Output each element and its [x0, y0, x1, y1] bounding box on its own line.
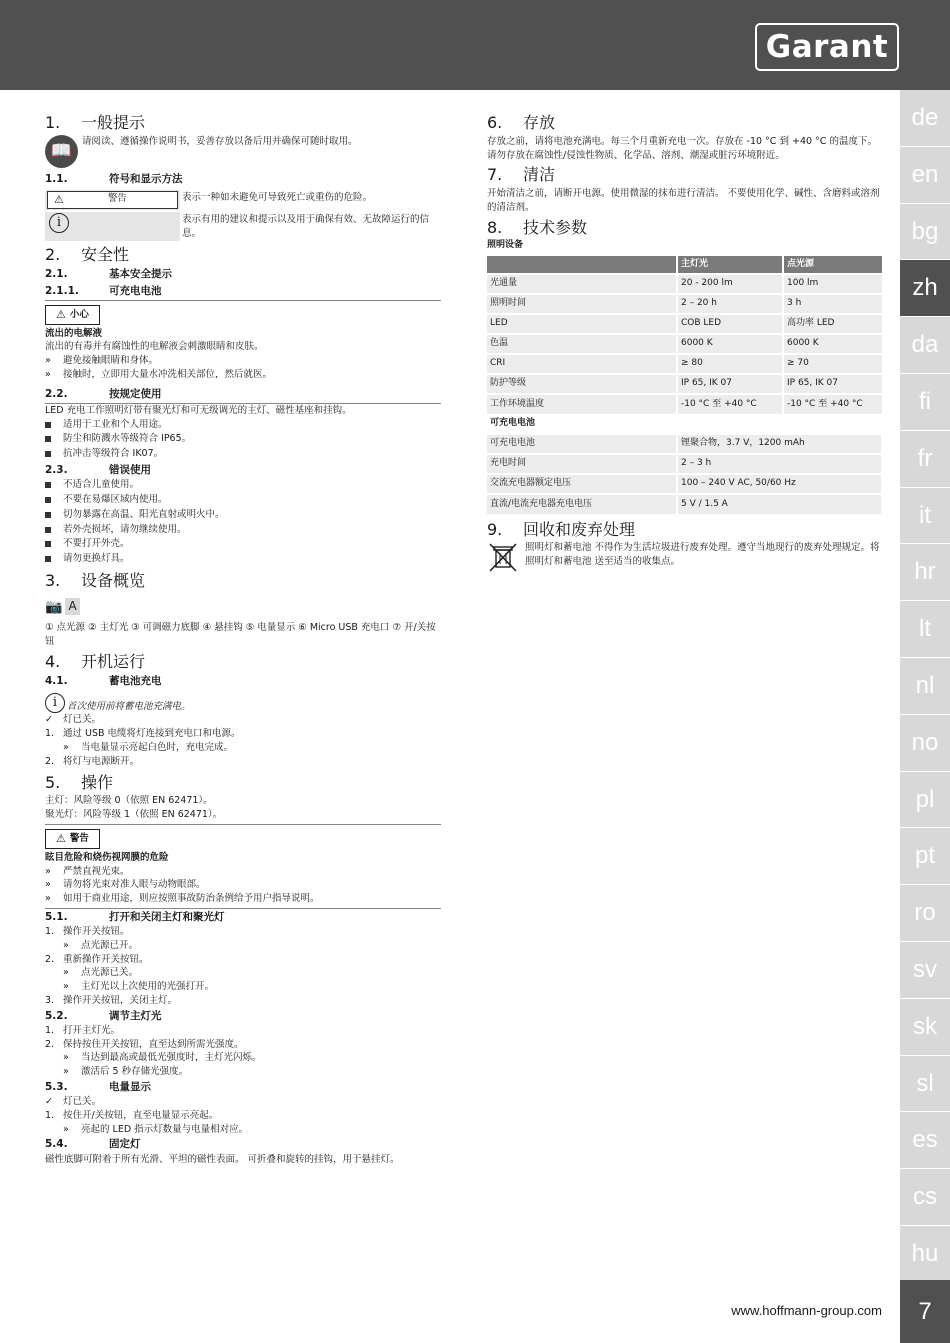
subsection-heading: 1.1. 符号和显示方法 [45, 172, 183, 185]
list-item: » 请勿将光束对准人眼与动物眼部。 [45, 879, 206, 891]
table-cell: 6000 K [783, 334, 882, 354]
table-cell: 防护等级 [487, 374, 677, 394]
warning-triangle-icon: ⚠ [54, 193, 64, 207]
disposal-notice: 照明灯和蓄电池 不得作为生活垃圾进行废弃处理。遵守当地现行的废弃处理规定。将 照明灯和蓄电池 送至适当的收集点。 [487, 541, 883, 573]
language-tab-it[interactable]: it [900, 488, 950, 545]
table-row [487, 494, 882, 514]
subsection-heading: 5.4. 固定灯 [45, 1138, 141, 1151]
table-cell: 可充电电池 [487, 434, 677, 454]
list-item: » 避免接触眼睛和身体。 [45, 355, 159, 367]
spec-table [487, 256, 883, 514]
section-heading: 9. 回收和废弃处理 [487, 519, 636, 539]
language-tab-bg[interactable]: bg [900, 204, 950, 261]
list-item: » 接触时，立即用大量水冲洗相关部位，然后就医。 [45, 368, 273, 380]
language-tab-en[interactable]: en [900, 147, 950, 204]
language-tab-da[interactable]: da [900, 317, 950, 374]
table-cell: 充电时间 [487, 454, 677, 474]
language-tab-fr[interactable]: fr [900, 431, 950, 488]
list-item: 切勿暴露在高温、阳光直射或明火中。 [45, 508, 441, 523]
table-cell: 照明时间 [487, 294, 677, 314]
language-tab-sl[interactable]: sl [900, 1056, 950, 1113]
list-item: 不要打开外壳。 [45, 537, 441, 552]
list-item: 若外壳损坏，请勿继续使用。 [45, 523, 441, 538]
caution-badge: ⚠ 小心 [45, 305, 100, 325]
list-item: » 点光源已开。 [63, 939, 139, 951]
table-cell: 20 - 200 lm [677, 274, 783, 294]
list-item: 1. 操作开关按钮。 [45, 926, 130, 938]
section-heading: 8. 技术参数 [487, 217, 588, 237]
language-tab-pl[interactable]: pl [900, 772, 950, 829]
table-cell: CRI [487, 354, 677, 374]
table-cell: ≥ 80 [677, 354, 783, 374]
list-item: 1. 打开主灯光。 [45, 1024, 121, 1036]
list-item: ✓ 灯已关。 [45, 1096, 102, 1108]
table-cell: 锂聚合物，3.7 V，1200 mAh [677, 434, 882, 454]
language-tab-cs[interactable]: cs [900, 1169, 950, 1226]
info-icon: i [45, 693, 65, 713]
table-row [487, 274, 882, 294]
subsection-heading: 5.1. 打开和关闭主灯和聚光灯 [45, 908, 441, 925]
list-item: 不适合儿童使用。 [45, 478, 441, 493]
list-item: » 当电量显示亮起白色时，充电完成。 [63, 741, 234, 753]
table-cell: 2 – 20 h [677, 294, 783, 314]
language-tab-sv[interactable]: sv [900, 942, 950, 999]
section-heading: 4. 开机运行 [45, 652, 146, 672]
subsection-heading: 2.2. 按规定使用 [45, 387, 441, 404]
right-column: 6. 存放 存放之前，请将电池充满电。每三个月重新充电一次。存放在 -10 °C 到 +40 °C 的温度下。 请勿存放在腐蚀性/侵蚀性物质、化学品、溶剂、潮湿或脏污环境附近。 7. 清洁 开始清洁之前，请断开电源。使用微湿的抹布进行清洁。 不要使用化学、碱性、含磨料或溶剂的清洁剂。 8. 技术参数 照明设备 主灯光 点光源 光通量 20 - 200 lm 100 lm 照明时间 2 – 20 h 3 h LED COB LED 高功率 LED 色温 6000 K 6000 K CRI ≥ 80 ≥ 70 防护等级 IP 65, IK 07 IP 65, IK 07 工作环境温度 -10 °C 至 +40 °C -10 °C 至 +40 °C 可充电电池 可充电电池 锂聚合物，3.7 V，1200 mAh 充电时间 2 – 3 h 交流充电器额定电压 100 – 240 V AC, 50/60 Hz 直流/电流充电器充电电压 5 V / 1.5 A 9. 回收和废弃处理 照明灯和蓄电池 不得作为生活垃圾进行废弃处理。遵守当地现行的废弃处理规定。将 照明灯和蓄电池 送至适当的收集点。 [487, 112, 883, 573]
table-row [487, 454, 882, 474]
language-tab-sk[interactable]: sk [900, 999, 950, 1056]
table-cell: 主灯光 [677, 256, 783, 274]
info-icon: i [49, 213, 69, 233]
table-cell: 直流/电流充电器充电电压 [487, 494, 677, 514]
section-heading: 7. 清洁 [487, 165, 556, 185]
brand-logo: Garant [755, 23, 899, 71]
table-cell: 高功率 LED [783, 314, 882, 334]
language-tab-hu[interactable]: hu [900, 1226, 950, 1283]
table-cell [487, 256, 677, 274]
table-row [487, 434, 882, 454]
section-heading: 6. 存放 [487, 113, 556, 132]
list-item: » 当达到最高或最低光强度时，主灯光闪烁。 [63, 1052, 262, 1064]
table-row [487, 256, 882, 274]
section-heading: 2. 安全性 [45, 245, 130, 265]
section-heading: 3. 设备概览 [45, 570, 146, 590]
language-tab-de[interactable]: de [900, 90, 950, 147]
subsection-heading: 5.3. 电量显示 [45, 1080, 151, 1093]
language-tab-hr[interactable]: hr [900, 544, 950, 601]
subsection-heading: 2.3. 错误使用 [45, 464, 151, 476]
table-row [487, 334, 882, 354]
subsection-heading: 2.1.1. 可充电电池 [45, 284, 441, 301]
language-tab-es[interactable]: es [900, 1112, 950, 1169]
read-manual-icon: 📖 [45, 135, 78, 168]
table-row [487, 314, 882, 334]
list-item: 2. 将灯与电源断开。 [45, 755, 140, 767]
table-cell: 色温 [487, 334, 677, 354]
page-number: 7 [900, 1280, 950, 1343]
table-cell: 2 – 3 h [677, 454, 882, 474]
language-tab-lt[interactable]: lt [900, 601, 950, 658]
table-cell: 工作环境温度 [487, 394, 677, 414]
crossed-bin-icon [487, 541, 519, 573]
list-item: » 严禁直视光束。 [45, 865, 130, 877]
language-tab-nl[interactable]: nl [900, 658, 950, 715]
table-cell: 100 lm [783, 274, 882, 294]
table-cell: -10 °C 至 +40 °C [677, 394, 783, 414]
table-cell: ≥ 70 [783, 354, 882, 374]
language-sidebar [900, 90, 950, 1283]
header-bar [0, 0, 950, 90]
list-item: 2. 保持按住开关按钮，直至达到所需光强度。 [45, 1038, 244, 1050]
table-row [487, 354, 882, 374]
warning-triangle-icon: ⚠ [56, 831, 66, 845]
figure-reference: 📷 A [45, 597, 80, 617]
section-heading: 5. 操作 [45, 772, 114, 792]
list-item: 适用于工业和个人用途。 [45, 418, 441, 433]
table-cell: IP 65, IK 07 [783, 374, 882, 394]
symbol-table: ⚠ 警告 表示一种如未避免可导致死亡或重伤的危险。 i 表示有用的建议和提示以及用于确保有效、无故障运行的信息。 [45, 190, 441, 241]
table-row [487, 394, 882, 414]
table-cell: IP 65, IK 07 [677, 374, 783, 394]
table-cell: -10 °C 至 +40 °C [783, 394, 882, 414]
table-cell: 100 – 240 V AC, 50/60 Hz [677, 474, 882, 494]
table-row [487, 294, 882, 314]
info-note: i 首次使用前将蓄电池充满电。 [45, 693, 441, 713]
list-item: ✓ 灯已关。 [45, 714, 102, 726]
manual-notice: 📖 请阅读、遵循操作说明书，妥善存放以备后用并确保可随时取用。 [45, 135, 441, 168]
language-tab-zh[interactable]: zh [900, 260, 950, 317]
table-cell: 点光源 [783, 256, 882, 274]
table-section-row [487, 414, 882, 434]
list-item: » 如用于商业用途，则应按照事故防治条例给予用户指导说明。 [45, 893, 320, 905]
section-heading: 1. 一般提示 [45, 113, 146, 132]
list-item: 请勿更换灯具。 [45, 552, 441, 567]
list-item: 不要在易爆区域内使用。 [45, 493, 441, 508]
warning-badge: ⚠ 警告 [45, 829, 100, 849]
language-tab-no[interactable]: no [900, 715, 950, 772]
list-item: 1. 按住开/关按钮，直至电量显示亮起。 [45, 1109, 219, 1121]
language-tab-ro[interactable]: ro [900, 885, 950, 942]
list-item: 3. 操作开关按钮，关闭主灯。 [45, 994, 178, 1006]
list-item: » 亮起的 LED 指示灯数量与电量相对应。 [63, 1123, 249, 1135]
subsection-heading: 5.2. 调节主灯光 [45, 1009, 162, 1022]
left-column: 1. 一般提示 📖 请阅读、遵循操作说明书，妥善存放以备后用并确保可随时取用。 1.1. 符号和显示方法 ⚠ 警告 表示一种如未避免可导致死亡或重伤的危险。 i 表示有用的建议和提示以及用于确保有效、无故障运行的信息。 2. 安全性 2.1. 基本安全提示 2.1.1. 可充电电池 ⚠ 小心 流出的电解液 流出的有毒并有腐蚀性的电解液会刺激眼睛和皮肤。 » 避免接触眼睛和身体。 » 接触时，立即用大量水冲洗相关部位，然后就医。 2.2. 按规定使用 LED 充电工作照明灯带有聚光灯和可无级调光的主灯、磁性基座和挂钩。 适用于工业和个人用途。 防尘和防溅水等级符合 IP65。 抗冲击等级符合 IK07。 2.3. 错误使用 不适合儿童使用。 不要在易爆区域内使用。 切勿暴露在高温、阳光直射或明火中。 若外壳损坏，请勿继续使用。 不要打开外壳。 请勿更换灯具。 3. 设备概览 📷 A ① 点光源 ② 主灯光 ③ 可调磁力底脚 ④ 悬挂钩 ⑤ 电量显示 ⑥ Micro USB 充电口 ⑦ 开/关按钮 4. 开机运行 4.1. 蓄电池充电 i 首次使用前将蓄电池充满电。 ✓ 灯已关。 1. 通过 USB 电缆将灯连接到充电口和电源。 » 当电量显示亮起白色时，充电完成。 2. 将灯与电源断开。 5. 操作 主灯：风险等级 0（依照 EN 62471）。 聚光灯：风险等级 1（依照 EN 62471）。 ⚠ 警告 眩目危险和烧伤视网膜的危险 » 严禁直视光束。 » 请勿将光束对准人眼与动物眼部。 » 如用于商业用途，则应按照事故防治条例给予用户指导说明。 5.1. 打开和关闭主灯和聚光灯 1. 操作开关按钮。 » 点光源已开。 2. 重新操作开关按钮。 » 点光源已关。 » 主灯光以上次使用的光强打开。 3. 操作开关按钮，关闭主灯。 5.2. 调节主灯光 1. 打开主灯光。 2. 保持按住开关按钮，直至达到所需光强度。 » 当达到最高或最低光强度时，主灯光闪烁。 » 激活后 5 秒存储光强度。 5.3. 电量显示 ✓ 灯已关。 1. 按住开/关按钮，直至电量显示亮起。 » 亮起的 LED 指示灯数量与电量相对应。 5.4. 固定灯 磁性底脚可附着于所有光滑、平坦的磁性表面。 可折叠和旋转的挂钩，用于悬挂灯。 [45, 112, 441, 1166]
subsection-heading: 4.1. 蓄电池充电 [45, 675, 162, 688]
list-item: » 激活后 5 秒存储光强度。 [63, 1066, 189, 1078]
table-cell: LED [487, 314, 677, 334]
subsection-heading: 2.1. 基本安全提示 [45, 268, 172, 281]
table-cell: COB LED [677, 314, 783, 334]
table-cell: 光通量 [487, 274, 677, 294]
table-cell: 交流充电器额定电压 [487, 474, 677, 494]
list-item: » 点光源已关。 [63, 967, 139, 979]
list-item: 防尘和防溅水等级符合 IP65。 [45, 432, 441, 447]
camera-icon: 📷 [45, 598, 63, 615]
table-row [487, 374, 882, 394]
table-cell: 3 h [783, 294, 882, 314]
footer-url[interactable]: www.hoffmann-group.com [731, 1303, 882, 1318]
list-item: 抗冲击等级符合 IK07。 [45, 447, 441, 462]
list-item: » 主灯光以上次使用的光强打开。 [63, 981, 215, 993]
list-item: 2. 重新操作开关按钮。 [45, 953, 149, 965]
table-cell: 5 V / 1.5 A [677, 494, 882, 514]
table-section-label: 可充电电池 [487, 414, 882, 434]
warning-triangle-icon: ⚠ [56, 307, 66, 321]
language-tab-pt[interactable]: pt [900, 828, 950, 885]
list-item: 1. 通过 USB 电缆将灯连接到充电口和电源。 [45, 728, 241, 740]
table-row [487, 474, 882, 494]
table-cell: 6000 K [677, 334, 783, 354]
language-tab-fi[interactable]: fi [900, 374, 950, 431]
